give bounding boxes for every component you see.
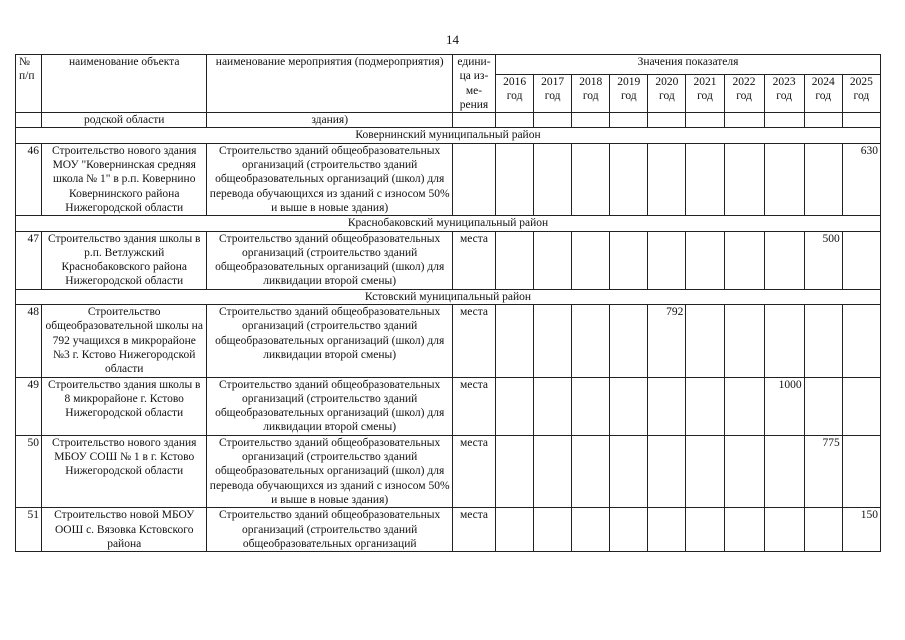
year-value [572,231,610,289]
header-unit: едини-ца из-ме-рения [452,55,495,113]
measure-name: Строительство зданий общеобразовательных организаций (строительство зданий общеобразовательных организаций (школ) для перевода обучающихся из зданий с износом 50% и выше в новые здания) [207,435,453,507]
header-year: 2016 год [496,74,534,112]
year-value [534,143,572,215]
header-indicator-values: Значения показателя [496,55,881,75]
table-row [16,508,881,552]
year-value [610,377,648,435]
year-value [496,508,534,552]
row-number: 46 [16,143,42,215]
measure-name: Строительство зданий общеобразовательных организаций (строительство зданий общеобразовательных организаций (школ) для ликвидации второй смены) [207,377,453,435]
continuation-object: родской области [42,113,207,128]
row-number: 51 [16,508,42,552]
unit: места [452,508,495,552]
header-year: 2020 год [648,74,686,112]
year-value [804,143,842,215]
year-value [572,305,610,377]
year-value [686,305,724,377]
year-value [804,508,842,552]
header-year: 2022 год [724,74,764,112]
year-value [764,143,804,215]
header-year: 2025 год [842,74,880,112]
year-value [572,143,610,215]
measure-name: Строительство зданий общеобразовательных организаций (строительство зданий общеобразовательных организаций (школ) для ликвидации второй смены) [207,231,453,289]
page-number: 14 [446,32,459,47]
year-value [534,435,572,507]
table-row [16,435,881,507]
year-value [572,508,610,552]
year-value: 150 [842,508,880,552]
object-name: Строительство нового здания МОУ "Ковернинская средняя школа № 1" в р.п. Ковернино Ковернинского района Нижегородской области [42,143,207,215]
year-value [686,231,724,289]
section-title: Кстовский муниципальный район [16,289,881,304]
section-row [16,128,881,143]
year-value [648,435,686,507]
table-row [16,231,881,289]
year-value [686,508,724,552]
year-value [686,143,724,215]
year-value [648,508,686,552]
object-name: Строительство новой МБОУ ООШ с. Вязовка Кстовского района [42,508,207,552]
object-name: Строительство здания школы в р.п. Ветлужский Краснобаковского района Нижегородской области [42,231,207,289]
year-value [572,377,610,435]
object-name: Строительство общеобразовательной школы на 792 учащихся в микрорайоне №3 г. Кстово Нижегородской области [42,305,207,377]
year-value [496,435,534,507]
measure-name: Строительство зданий общеобразовательных организаций (строительство зданий общеобразовательных организаций (школ) для перевода обучающихся из зданий с износом 50% и выше в новые здания) [207,143,453,215]
year-value [648,377,686,435]
year-value [764,231,804,289]
year-value [534,377,572,435]
year-value [724,377,764,435]
year-value [610,305,648,377]
header-year: 2024 год [804,74,842,112]
year-value [534,508,572,552]
row-number: 47 [16,231,42,289]
year-value [804,377,842,435]
year-value [610,231,648,289]
year-value: 630 [842,143,880,215]
header-year: 2019 год [610,74,648,112]
year-value [572,435,610,507]
unit: места [452,377,495,435]
year-value [648,143,686,215]
table-row [16,377,881,435]
unit: места [452,305,495,377]
year-value [686,435,724,507]
unit: места [452,231,495,289]
year-value [496,231,534,289]
year-value: 500 [804,231,842,289]
header-object: наименование объекта [42,55,207,113]
year-value [842,377,880,435]
year-value [610,143,648,215]
year-value [764,305,804,377]
header-measure: наименование мероприятия (подмероприятия) [207,55,453,113]
year-value [724,231,764,289]
section-title: Ковернинский муниципальный район [16,128,881,143]
year-value [842,305,880,377]
section-row [16,216,881,231]
measure-name: Строительство зданий общеобразовательных организаций (строительство зданий общеобразовательных организаций [207,508,453,552]
row-number: 49 [16,377,42,435]
year-value [610,508,648,552]
continuation-row [16,113,881,128]
year-value [724,435,764,507]
row-number: 48 [16,305,42,377]
year-value [842,231,880,289]
year-value [610,435,648,507]
year-value: 775 [804,435,842,507]
header-year: 2023 год [764,74,804,112]
measure-name: Строительство зданий общеобразовательных организаций (строительство зданий общеобразовательных организаций (школ) для ликвидации второй смены) [207,305,453,377]
section-row [16,289,881,304]
year-value [842,435,880,507]
section-title: Краснобаковский муниципальный район [16,216,881,231]
row-number: 50 [16,435,42,507]
year-value [496,143,534,215]
continuation-measure: здания) [207,113,453,128]
year-value [764,435,804,507]
year-value: 1000 [764,377,804,435]
year-value: 792 [648,305,686,377]
year-value [534,305,572,377]
year-value [724,508,764,552]
object-name: Строительство здания школы в 8 микрорайоне г. Кстово Нижегородской области [42,377,207,435]
year-value [648,231,686,289]
object-name: Строительство нового здания МБОУ СОШ № 1 в г. Кстово Нижегородской области [42,435,207,507]
unit [452,143,495,215]
header-year: 2018 год [572,74,610,112]
year-value [496,305,534,377]
header-row [16,55,881,75]
year-value [686,377,724,435]
unit: места [452,435,495,507]
year-value [804,305,842,377]
year-value [496,377,534,435]
year-value [724,143,764,215]
header-no: № п/п [16,55,42,113]
year-value [764,508,804,552]
header-year: 2017 год [534,74,572,112]
table-row [16,305,881,377]
header-year: 2021 год [686,74,724,112]
year-value [534,231,572,289]
table-row [16,143,881,215]
indicators-table [15,54,881,552]
year-value [724,305,764,377]
